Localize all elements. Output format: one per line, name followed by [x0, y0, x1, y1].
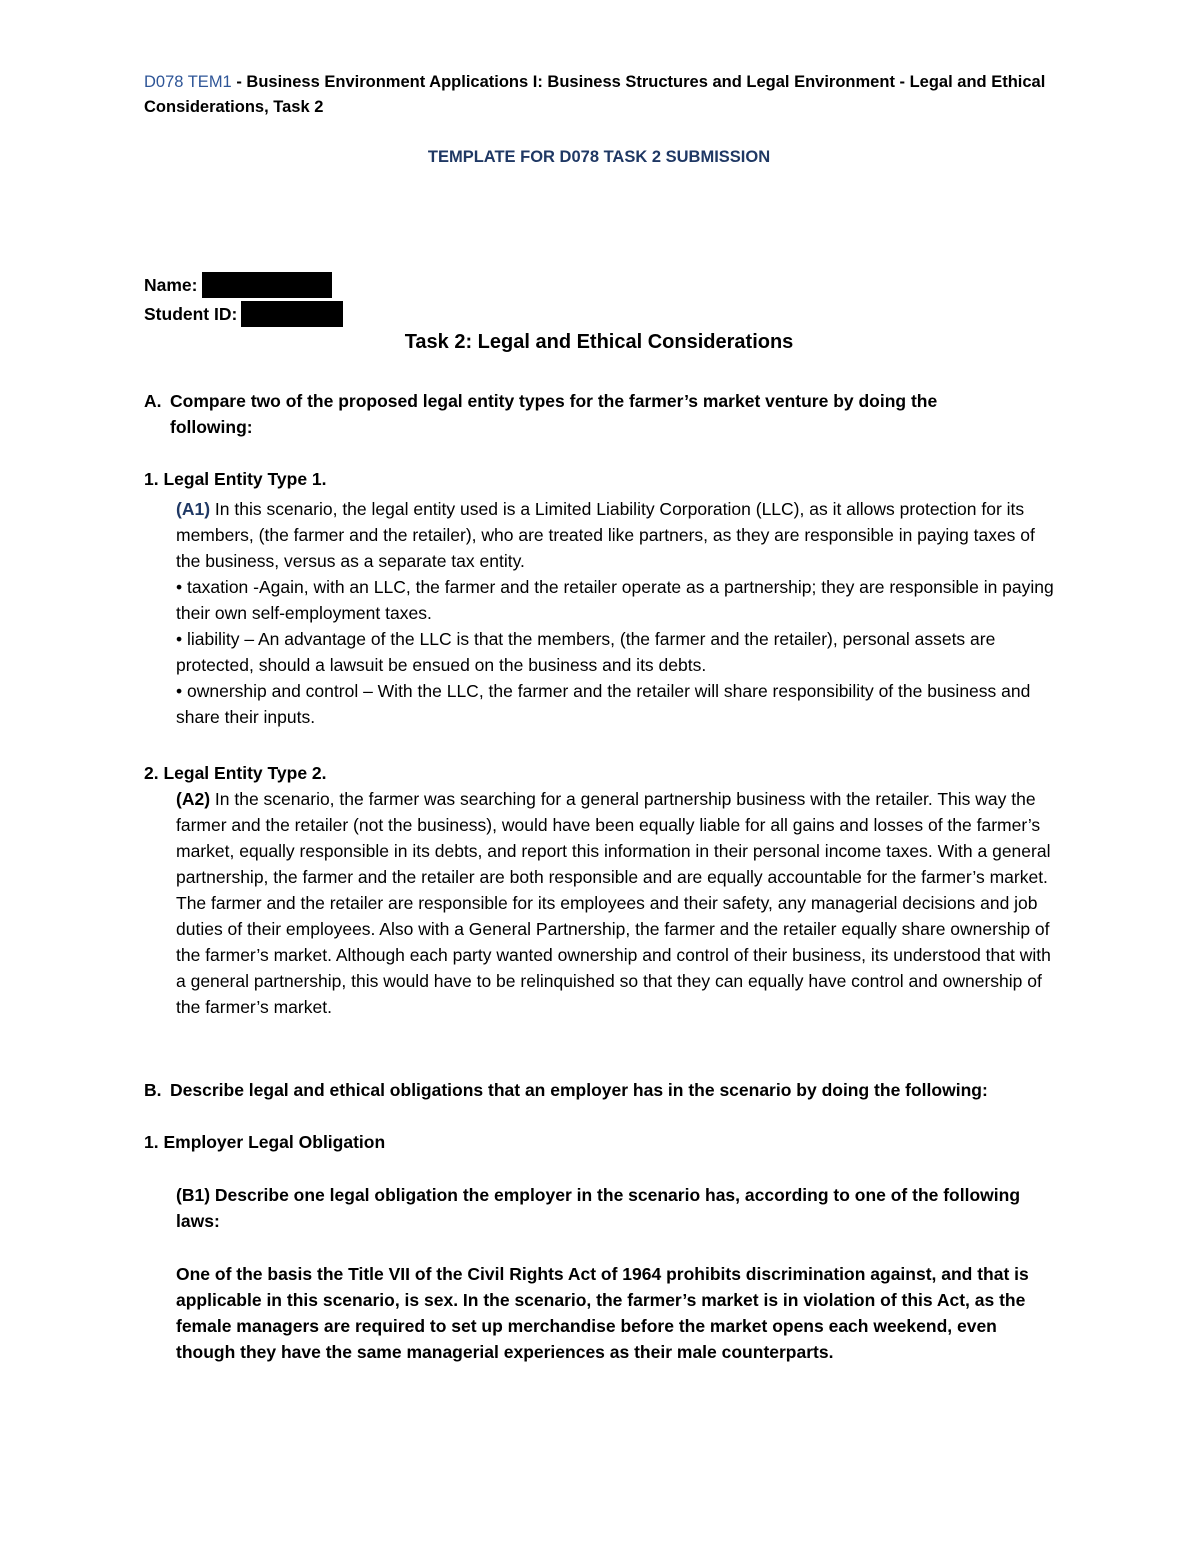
entity1-bullet-liability: • liability – An advantage of the LLC is that the members, (the farmer and the retailer), personal assets are protected, should a lawsuit be ensued on the business and its debts. [176, 629, 996, 675]
entity1-bullet-ownership: • ownership and control – With the LLC, the farmer and the retailer will share responsibility of the business and share their inputs. [176, 681, 1031, 727]
entity2-text: In the scenario, the farmer was searching for a general partnership business with the retailer. This way the farmer and the retailer (not the business), would have been equally liable for all gains and losses of the farmer’s market, equally responsible in its debts, and report this information in their personal income taxes. With a general partnership, the farmer and the retailer are both responsible and are equally accountable for the farmer’s market. The farmer and the retailer are responsible for its employees and their safety, any managerial decisions and job duties of their employees. Also with a General Partnership, the farmer and the retailer equally share ownership of the farmer’s market. Although each party wanted ownership and control of their business, its understood that with a general partnership, this would have to be relinquished so that they can equally have control and ownership of the farmer’s market. [176, 789, 1051, 1017]
section-a-marker: A. [144, 391, 162, 411]
entity2-heading: 2. Legal Entity Type 2. [144, 763, 327, 783]
entity1-tag: (A1) [176, 499, 211, 519]
task-title: Task 2: Legal and Ethical Considerations [404, 331, 794, 353]
template-title: TEMPLATE FOR D078 TASK 2 SUBMISSION [427, 148, 771, 166]
section-a-prompt [144, 388, 1054, 440]
entity2-body [176, 786, 1054, 1020]
student-id-row [144, 301, 343, 327]
entity1-heading: 1. Legal Entity Type 1. [144, 469, 327, 489]
section-a-prompt-line1: Compare two of the proposed legal entity types for the farmer’s market venture by doing the [170, 391, 938, 411]
entity1-bullet-taxation: • taxation -Again, with an LLC, the farmer and the retailer operate as a partnership; they are responsible in paying their own self-employment taxes. [176, 577, 1054, 623]
student-id-redaction [241, 301, 343, 327]
section-b-prompt-text: Describe legal and ethical obligations that an employer has in the scenario by doing the following: [170, 1080, 988, 1100]
document-header [144, 70, 1054, 120]
entity1-intro-text: In this scenario, the legal entity used is a Limited Liability Corporation (LLC), as it allows protection for its members, (the farmer and the retailer), who are treated like partners, as they are responsible in paying taxes of the business, versus as a separate tax entity. [176, 499, 1035, 571]
student-id-label: Student ID: [144, 304, 238, 324]
employer-obligation-heading: 1. Employer Legal Obligation [144, 1132, 386, 1152]
course-title: - Business Environment Applications I: Business Structures and Legal Environment - Legal and Ethical Considerations, Task 2 [144, 73, 1046, 116]
entity1-body [176, 496, 1054, 730]
name-row [144, 272, 332, 298]
section-b-marker: B. [144, 1080, 162, 1100]
name-label: Name: [144, 275, 198, 295]
section-b-prompt [144, 1077, 1054, 1103]
b1-answer: One of the basis the Title VII of the Civil Rights Act of 1964 prohibits discrimination against, and that is applicable in this scenario, is sex. In the scenario, the farmer’s market is in violation of this Act, as the female managers are required to set up merchandise before the market opens each weekend, even though they have the same managerial experiences as their male counterparts. [176, 1264, 1029, 1362]
b1-prompt: (B1) Describe one legal obligation the employer in the scenario has, according to one of the following laws: [176, 1185, 1021, 1231]
course-code: D078 TEM1 [144, 73, 232, 91]
entity2-tag: (A2) [176, 789, 211, 809]
section-a-prompt-line2: following: [170, 417, 253, 437]
name-redaction [202, 272, 332, 298]
entity1-intro [176, 496, 1054, 574]
